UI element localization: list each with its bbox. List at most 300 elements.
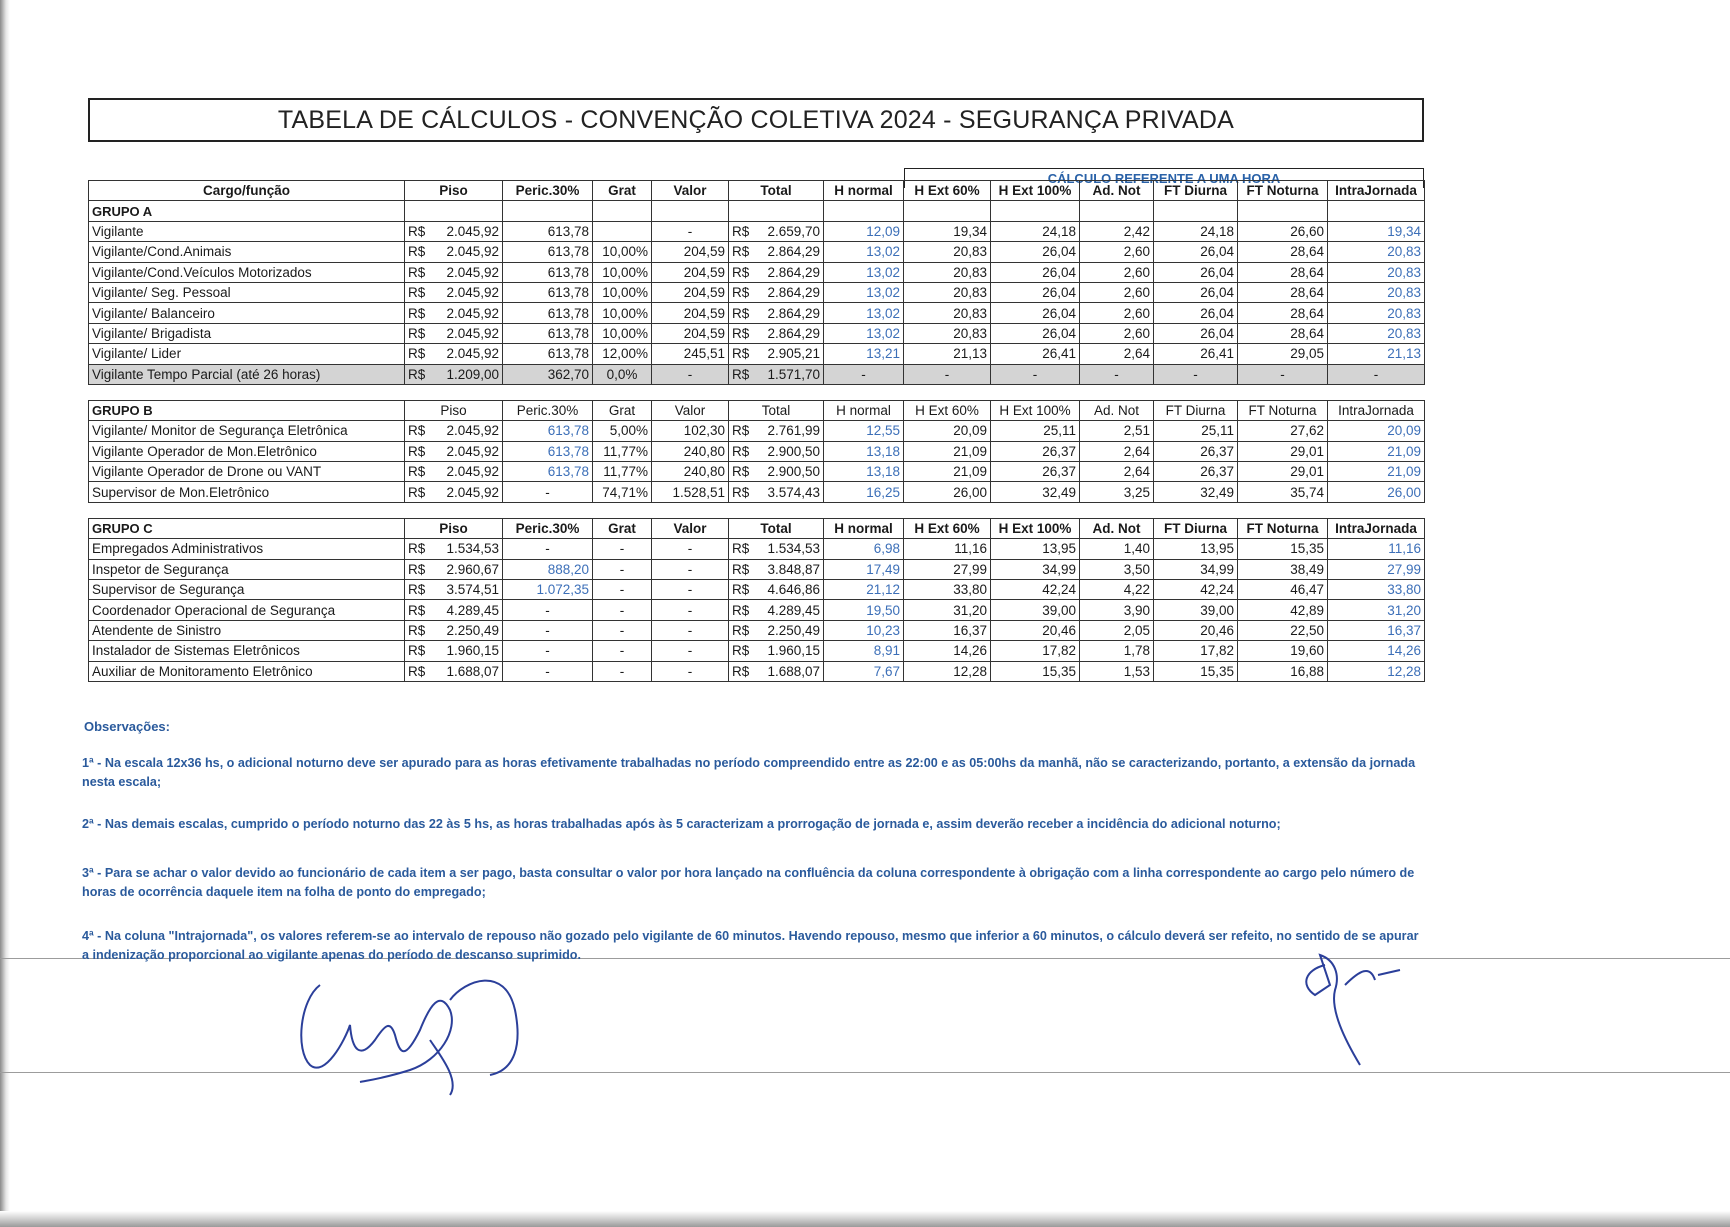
amount: 3.848,87 bbox=[767, 561, 820, 577]
total-cell bbox=[729, 421, 824, 441]
hext100-cell: 26,04 bbox=[991, 282, 1080, 302]
currency-symbol: R$ bbox=[732, 366, 750, 382]
currency-symbol: R$ bbox=[732, 623, 750, 638]
peric-cell: 613,78 bbox=[503, 303, 593, 323]
piso-cell bbox=[405, 462, 503, 482]
valor-cell: - bbox=[652, 364, 729, 384]
grat-cell: - bbox=[593, 580, 652, 600]
valor-cell: - bbox=[652, 600, 729, 620]
amount: 2.250,49 bbox=[446, 623, 499, 638]
hext100-cell: 34,99 bbox=[991, 559, 1080, 579]
peric-cell: - bbox=[503, 620, 593, 640]
hext100-cell: 42,24 bbox=[991, 580, 1080, 600]
piso-cell bbox=[405, 620, 503, 640]
hext60-cell: 31,20 bbox=[904, 600, 991, 620]
valor-cell: 102,30 bbox=[652, 421, 729, 441]
total-cell bbox=[729, 482, 824, 502]
hnormal-cell: 13,02 bbox=[824, 303, 904, 323]
hnormal-cell: 16,25 bbox=[824, 482, 904, 502]
scan-edge-left bbox=[0, 0, 10, 1227]
col-valor: Valor bbox=[652, 518, 729, 538]
valor-cell: 1.528,51 bbox=[652, 482, 729, 502]
hext60-cell: 20,83 bbox=[904, 282, 991, 302]
col-peric: Peric.30% bbox=[503, 518, 593, 538]
spacer-row bbox=[89, 384, 1425, 400]
ftdiurna-cell: 26,04 bbox=[1154, 323, 1238, 343]
adnot-cell: 3,90 bbox=[1080, 600, 1154, 620]
valor-cell: 240,80 bbox=[652, 462, 729, 482]
hext60-cell: 21,13 bbox=[904, 344, 991, 364]
col-ftdiurna: FT Diurna bbox=[1154, 181, 1238, 201]
peric-cell: 613,78 bbox=[503, 344, 593, 364]
col-piso: Piso bbox=[405, 181, 503, 201]
hext100-cell: 26,04 bbox=[991, 323, 1080, 343]
col-ftdiurna: FT Diurna bbox=[1154, 518, 1238, 538]
hext60-cell: 21,09 bbox=[904, 441, 991, 461]
hnormal-cell: 17,49 bbox=[824, 559, 904, 579]
ftnoturna-cell: 16,88 bbox=[1238, 661, 1328, 681]
currency-symbol: R$ bbox=[732, 223, 750, 239]
amount: 2.960,67 bbox=[446, 561, 499, 577]
ftnoturna-cell: 28,64 bbox=[1238, 262, 1328, 282]
ftdiurna-cell: 26,37 bbox=[1154, 462, 1238, 482]
grat-cell: 11,77% bbox=[593, 441, 652, 461]
hnormal-cell: 12,09 bbox=[824, 221, 904, 241]
cargo-cell: Coordenador Operacional de Segurança bbox=[89, 600, 405, 620]
col-total: Total bbox=[729, 181, 824, 201]
header-row bbox=[89, 400, 1425, 420]
table-row-partial bbox=[89, 364, 1425, 384]
hnormal-cell: 13,02 bbox=[824, 282, 904, 302]
cargo-cell: Vigilante/ Lider bbox=[89, 344, 405, 364]
grat-cell bbox=[593, 221, 652, 241]
hext60-cell: 11,16 bbox=[904, 539, 991, 559]
empty-cell bbox=[1238, 201, 1328, 221]
piso-cell bbox=[405, 559, 503, 579]
ftnoturna-cell: 22,50 bbox=[1238, 620, 1328, 640]
peric-cell: - bbox=[503, 641, 593, 661]
table-row bbox=[89, 282, 1425, 302]
adnot-cell: 2,60 bbox=[1080, 282, 1154, 302]
intrajornada-cell: 12,28 bbox=[1328, 661, 1425, 681]
currency-symbol: R$ bbox=[408, 244, 426, 260]
col-hnormal: H normal bbox=[824, 518, 904, 538]
hnormal-cell: 10,23 bbox=[824, 620, 904, 640]
cargo-cell: Supervisor de Segurança bbox=[89, 580, 405, 600]
amount: 2.045,92 bbox=[446, 443, 499, 459]
peric-cell: - bbox=[503, 661, 593, 681]
amount: 1.209,00 bbox=[446, 366, 499, 382]
col-peric: Peric.30% bbox=[503, 181, 593, 201]
table-row bbox=[89, 600, 1425, 620]
cargo-cell: Atendente de Sinistro bbox=[89, 620, 405, 640]
amount: 3.574,51 bbox=[446, 582, 499, 598]
currency-symbol: R$ bbox=[408, 663, 426, 679]
piso-cell bbox=[405, 641, 503, 661]
adnot-cell: 2,05 bbox=[1080, 620, 1154, 640]
hnormal-cell: 7,67 bbox=[824, 661, 904, 681]
intrajornada-cell: 27,99 bbox=[1328, 559, 1425, 579]
peric-cell: 613,78 bbox=[503, 462, 593, 482]
grat-cell: 0,0% bbox=[593, 364, 652, 384]
grat-cell: - bbox=[593, 559, 652, 579]
cargo-cell: Vigilante/ Brigadista bbox=[89, 323, 405, 343]
total-cell bbox=[729, 641, 824, 661]
currency-symbol: R$ bbox=[408, 366, 426, 382]
currency-symbol: R$ bbox=[408, 285, 426, 301]
calc-table bbox=[88, 180, 1425, 682]
intrajornada-cell: 20,83 bbox=[1328, 303, 1425, 323]
group-label: GRUPO A bbox=[89, 201, 405, 221]
col-hext100: H Ext 100% bbox=[991, 518, 1080, 538]
total-cell bbox=[729, 559, 824, 579]
amount: 2.045,92 bbox=[446, 305, 499, 321]
peric-cell: 613,78 bbox=[503, 323, 593, 343]
spacer-cell bbox=[89, 384, 1425, 400]
ftdiurna-cell: 24,18 bbox=[1154, 221, 1238, 241]
empty-cell bbox=[1080, 201, 1154, 221]
intrajornada-cell: 20,83 bbox=[1328, 262, 1425, 282]
currency-symbol: R$ bbox=[732, 346, 750, 362]
col-hext100: H Ext 100% bbox=[991, 181, 1080, 201]
grat-cell: - bbox=[593, 600, 652, 620]
piso-cell bbox=[405, 580, 503, 600]
cargo-cell: Auxiliar de Monitoramento Eletrônico bbox=[89, 661, 405, 681]
ftnoturna-cell: 29,01 bbox=[1238, 462, 1328, 482]
intrajornada-cell: 26,00 bbox=[1328, 482, 1425, 502]
currency-symbol: R$ bbox=[408, 561, 426, 577]
adnot-cell: 1,78 bbox=[1080, 641, 1154, 661]
currency-symbol: R$ bbox=[732, 443, 750, 459]
intrajornada-cell: 31,20 bbox=[1328, 600, 1425, 620]
piso-cell bbox=[405, 421, 503, 441]
hext60-cell: 26,00 bbox=[904, 482, 991, 502]
currency-symbol: R$ bbox=[408, 305, 426, 321]
scan-line bbox=[0, 1072, 1730, 1073]
ftdiurna-cell: 25,11 bbox=[1154, 421, 1238, 441]
hext60-cell: 21,09 bbox=[904, 462, 991, 482]
piso-cell bbox=[405, 323, 503, 343]
ftnoturna-cell: 29,05 bbox=[1238, 344, 1328, 364]
piso-cell bbox=[405, 441, 503, 461]
hext60-cell: 16,37 bbox=[904, 620, 991, 640]
observacao-1: 1ª - Na escala 12x36 hs, o adicional noturno deve ser apurado para as horas efetivamente trabalhadas no período compreendido entre as 22:00 e as 05:00hs da manhã, não se caracterizando, portanto, a extensão da jornada nesta escala; bbox=[82, 756, 1416, 789]
col-hext60: H Ext 60% bbox=[904, 181, 991, 201]
col-hext100: H Ext 100% bbox=[991, 400, 1080, 420]
col-grat: Grat bbox=[593, 400, 652, 420]
currency-symbol: R$ bbox=[408, 623, 426, 638]
empty-dash-cell: - bbox=[904, 364, 991, 384]
amount: 2.045,92 bbox=[446, 264, 499, 280]
adnot-cell: 2,60 bbox=[1080, 303, 1154, 323]
total-cell bbox=[729, 620, 824, 640]
hext100-cell: 26,04 bbox=[991, 242, 1080, 262]
grat-cell: 10,00% bbox=[593, 323, 652, 343]
header-row bbox=[89, 518, 1425, 538]
observacao-4: 4ª - Na coluna "Intrajornada", os valores referem-se ao intervalo de repouso não gozado pelo vigilante de 60 minutos. Havendo repouso, mesmo que inferior a 60 minutos, o cálculo deverá ser refeito, no sentido de se apurar a indenização proporcional ao vigilante apenas do período de descanso suprimido. bbox=[82, 929, 1419, 962]
table-row bbox=[89, 539, 1425, 559]
amount: 2.761,99 bbox=[767, 423, 820, 439]
ftnoturna-cell: 28,64 bbox=[1238, 303, 1328, 323]
peric-cell: 888,20 bbox=[503, 559, 593, 579]
hext100-cell: 17,82 bbox=[991, 641, 1080, 661]
intrajornada-cell: 20,83 bbox=[1328, 282, 1425, 302]
cargo-cell: Supervisor de Mon.Eletrônico bbox=[89, 482, 405, 502]
valor-cell: 204,59 bbox=[652, 303, 729, 323]
intrajornada-cell: 21,13 bbox=[1328, 344, 1425, 364]
currency-symbol: R$ bbox=[732, 244, 750, 260]
ftnoturna-cell: 28,64 bbox=[1238, 242, 1328, 262]
ftdiurna-cell: 26,04 bbox=[1154, 262, 1238, 282]
piso-cell bbox=[405, 221, 503, 241]
grat-cell: 5,00% bbox=[593, 421, 652, 441]
peric-cell: 613,78 bbox=[503, 441, 593, 461]
peric-cell: - bbox=[503, 539, 593, 559]
ftdiurna-cell: 15,35 bbox=[1154, 661, 1238, 681]
grat-cell: 12,00% bbox=[593, 344, 652, 364]
currency-symbol: R$ bbox=[732, 484, 750, 500]
ftnoturna-cell: 46,47 bbox=[1238, 580, 1328, 600]
adnot-cell: 2,42 bbox=[1080, 221, 1154, 241]
peric-cell: 613,78 bbox=[503, 421, 593, 441]
amount: 1.534,53 bbox=[446, 541, 499, 557]
cargo-cell: Vigilante bbox=[89, 221, 405, 241]
col-intrajornada: IntraJornada bbox=[1328, 400, 1425, 420]
empty-dash-cell: - bbox=[991, 364, 1080, 384]
grat-cell: 10,00% bbox=[593, 303, 652, 323]
grat-cell: - bbox=[593, 620, 652, 640]
currency-symbol: R$ bbox=[408, 484, 426, 500]
total-cell bbox=[729, 364, 824, 384]
col-hnormal: H normal bbox=[824, 181, 904, 201]
observacao-2: 2ª - Nas demais escalas, cumprido o período noturno das 22 às 5 hs, as horas trabalhadas após às 5 caracterizam a prorrogação de jornada e, assim deverão receber a incidência do adicional noturno; bbox=[82, 817, 1281, 831]
amount: 1.688,07 bbox=[767, 663, 820, 679]
currency-symbol: R$ bbox=[408, 423, 426, 439]
adnot-cell: 2,60 bbox=[1080, 262, 1154, 282]
spacer-row bbox=[89, 502, 1425, 518]
currency-symbol: R$ bbox=[732, 582, 750, 598]
ftnoturna-cell: 35,74 bbox=[1238, 482, 1328, 502]
currency-symbol: R$ bbox=[732, 423, 750, 439]
ftdiurna-cell: 26,04 bbox=[1154, 303, 1238, 323]
hext60-cell: 20,83 bbox=[904, 323, 991, 343]
col-ftnoturna: FT Noturna bbox=[1238, 181, 1328, 201]
amount: 1.571,70 bbox=[767, 366, 820, 382]
empty-cell bbox=[729, 201, 824, 221]
hext100-cell: 25,11 bbox=[991, 421, 1080, 441]
cargo-cell: Vigilante Operador de Drone ou VANT bbox=[89, 462, 405, 482]
hext60-cell: 12,28 bbox=[904, 661, 991, 681]
grat-cell: 10,00% bbox=[593, 262, 652, 282]
intrajornada-cell: 33,80 bbox=[1328, 580, 1425, 600]
empty-dash-cell: - bbox=[824, 364, 904, 384]
ftdiurna-cell: 26,04 bbox=[1154, 242, 1238, 262]
valor-cell: - bbox=[652, 620, 729, 640]
amount: 2.905,21 bbox=[767, 346, 820, 362]
spacer-cell bbox=[89, 502, 1425, 518]
cargo-cell: Instalador de Sistemas Eletrônicos bbox=[89, 641, 405, 661]
ftnoturna-cell: 28,64 bbox=[1238, 282, 1328, 302]
currency-symbol: R$ bbox=[408, 264, 426, 280]
hnormal-cell: 12,55 bbox=[824, 421, 904, 441]
ftdiurna-cell: 20,46 bbox=[1154, 620, 1238, 640]
col-valor: Valor bbox=[652, 400, 729, 420]
amount: 2.900,50 bbox=[767, 443, 820, 459]
hext100-cell: 15,35 bbox=[991, 661, 1080, 681]
hnormal-cell: 21,12 bbox=[824, 580, 904, 600]
currency-symbol: R$ bbox=[732, 305, 750, 321]
hext100-cell: 20,46 bbox=[991, 620, 1080, 640]
peric-cell: 613,78 bbox=[503, 221, 593, 241]
header-row bbox=[89, 181, 1425, 201]
ftdiurna-cell: 32,49 bbox=[1154, 482, 1238, 502]
piso-cell bbox=[405, 303, 503, 323]
ftnoturna-cell: 26,60 bbox=[1238, 221, 1328, 241]
hext100-cell: 26,37 bbox=[991, 462, 1080, 482]
peric-cell: 1.072,35 bbox=[503, 580, 593, 600]
total-cell bbox=[729, 600, 824, 620]
ftdiurna-cell: 17,82 bbox=[1154, 641, 1238, 661]
amount: 1.534,53 bbox=[767, 541, 820, 557]
amount: 2.045,92 bbox=[446, 346, 499, 362]
intrajornada-cell: 19,34 bbox=[1328, 221, 1425, 241]
adnot-cell: 2,64 bbox=[1080, 441, 1154, 461]
amount: 4.289,45 bbox=[446, 602, 499, 618]
currency-symbol: R$ bbox=[408, 582, 426, 598]
valor-cell: 240,80 bbox=[652, 441, 729, 461]
table-row bbox=[89, 441, 1425, 461]
table-body bbox=[89, 181, 1425, 682]
total-cell bbox=[729, 323, 824, 343]
amount: 2.864,29 bbox=[767, 264, 820, 280]
currency-symbol: R$ bbox=[732, 285, 750, 301]
currency-symbol: R$ bbox=[732, 602, 750, 618]
adnot-cell: 2,51 bbox=[1080, 421, 1154, 441]
observacoes-title: Observações: bbox=[84, 719, 170, 734]
table-row bbox=[89, 221, 1425, 241]
total-cell bbox=[729, 282, 824, 302]
empty-cell bbox=[1328, 201, 1425, 221]
intrajornada-cell: 16,37 bbox=[1328, 620, 1425, 640]
empty-cell bbox=[1154, 201, 1238, 221]
hext100-cell: 26,04 bbox=[991, 303, 1080, 323]
ftnoturna-cell: 38,49 bbox=[1238, 559, 1328, 579]
hnormal-cell: 13,18 bbox=[824, 462, 904, 482]
amount: 2.250,49 bbox=[767, 623, 820, 638]
intrajornada-cell: 20,83 bbox=[1328, 242, 1425, 262]
amount: 1.688,07 bbox=[446, 663, 499, 679]
empty-dash-cell: - bbox=[1328, 364, 1425, 384]
amount: 1.960,15 bbox=[767, 643, 820, 659]
col-hext60: H Ext 60% bbox=[904, 400, 991, 420]
grat-cell: 74,71% bbox=[593, 482, 652, 502]
intrajornada-cell: 20,83 bbox=[1328, 323, 1425, 343]
adnot-cell: 2,64 bbox=[1080, 344, 1154, 364]
hext100-cell: 39,00 bbox=[991, 600, 1080, 620]
table-row bbox=[89, 323, 1425, 343]
ftdiurna-cell: 34,99 bbox=[1154, 559, 1238, 579]
hnormal-cell: 8,91 bbox=[824, 641, 904, 661]
empty-cell bbox=[652, 201, 729, 221]
hext100-cell: 26,04 bbox=[991, 262, 1080, 282]
piso-cell bbox=[405, 482, 503, 502]
col-grat: Grat bbox=[593, 181, 652, 201]
cargo-cell: Vigilante/Cond.Animais bbox=[89, 242, 405, 262]
peric-cell: - bbox=[503, 600, 593, 620]
valor-cell: - bbox=[652, 580, 729, 600]
table-row bbox=[89, 242, 1425, 262]
ftdiurna-cell: 26,04 bbox=[1154, 282, 1238, 302]
empty-dash-cell: - bbox=[1238, 364, 1328, 384]
cargo-cell: Vigilante/ Seg. Pessoal bbox=[89, 282, 405, 302]
hext100-cell: 13,95 bbox=[991, 539, 1080, 559]
col-valor: Valor bbox=[652, 181, 729, 201]
intrajornada-cell: 14,26 bbox=[1328, 641, 1425, 661]
piso-cell bbox=[405, 364, 503, 384]
ftnoturna-cell: 27,62 bbox=[1238, 421, 1328, 441]
adnot-cell: 1,53 bbox=[1080, 661, 1154, 681]
col-piso: Piso bbox=[405, 518, 503, 538]
amount: 4.289,45 bbox=[767, 602, 820, 618]
grat-cell: 10,00% bbox=[593, 282, 652, 302]
piso-cell bbox=[405, 282, 503, 302]
col-intrajornada: IntraJornada bbox=[1328, 518, 1425, 538]
group-row bbox=[89, 201, 1425, 221]
hnormal-cell: 6,98 bbox=[824, 539, 904, 559]
ftnoturna-cell: 15,35 bbox=[1238, 539, 1328, 559]
empty-dash-cell: - bbox=[1154, 364, 1238, 384]
hnormal-cell: 13,02 bbox=[824, 323, 904, 343]
currency-symbol: R$ bbox=[408, 464, 426, 480]
hnormal-cell: 13,02 bbox=[824, 262, 904, 282]
total-cell bbox=[729, 221, 824, 241]
ftdiurna-cell: 42,24 bbox=[1154, 580, 1238, 600]
peric-cell: 362,70 bbox=[503, 364, 593, 384]
total-cell bbox=[729, 661, 824, 681]
col-total: Total bbox=[729, 400, 824, 420]
amount: 3.574,43 bbox=[767, 484, 820, 500]
col-ftnoturna: FT Noturna bbox=[1238, 400, 1328, 420]
piso-cell bbox=[405, 344, 503, 364]
currency-symbol: R$ bbox=[732, 561, 750, 577]
currency-symbol: R$ bbox=[732, 541, 750, 557]
valor-cell: - bbox=[652, 221, 729, 241]
amount: 2.864,29 bbox=[767, 325, 820, 341]
empty-cell bbox=[904, 201, 991, 221]
hext60-cell: 20,09 bbox=[904, 421, 991, 441]
ftdiurna-cell: 39,00 bbox=[1154, 600, 1238, 620]
table-row bbox=[89, 421, 1425, 441]
ftnoturna-cell: 19,60 bbox=[1238, 641, 1328, 661]
adnot-cell: 4,22 bbox=[1080, 580, 1154, 600]
table-row bbox=[89, 620, 1425, 640]
empty-dash-cell: - bbox=[1080, 364, 1154, 384]
table-row bbox=[89, 462, 1425, 482]
col-adnot: Ad. Not bbox=[1080, 181, 1154, 201]
currency-symbol: R$ bbox=[732, 264, 750, 280]
currency-symbol: R$ bbox=[408, 541, 426, 557]
total-cell bbox=[729, 344, 824, 364]
amount: 2.045,92 bbox=[446, 484, 499, 500]
empty-cell bbox=[405, 201, 503, 221]
intrajornada-cell: 21,09 bbox=[1328, 441, 1425, 461]
hext100-cell: 32,49 bbox=[991, 482, 1080, 502]
valor-cell: - bbox=[652, 661, 729, 681]
table-row bbox=[89, 344, 1425, 364]
piso-cell bbox=[405, 242, 503, 262]
hext60-cell: 19,34 bbox=[904, 221, 991, 241]
table-row bbox=[89, 482, 1425, 502]
